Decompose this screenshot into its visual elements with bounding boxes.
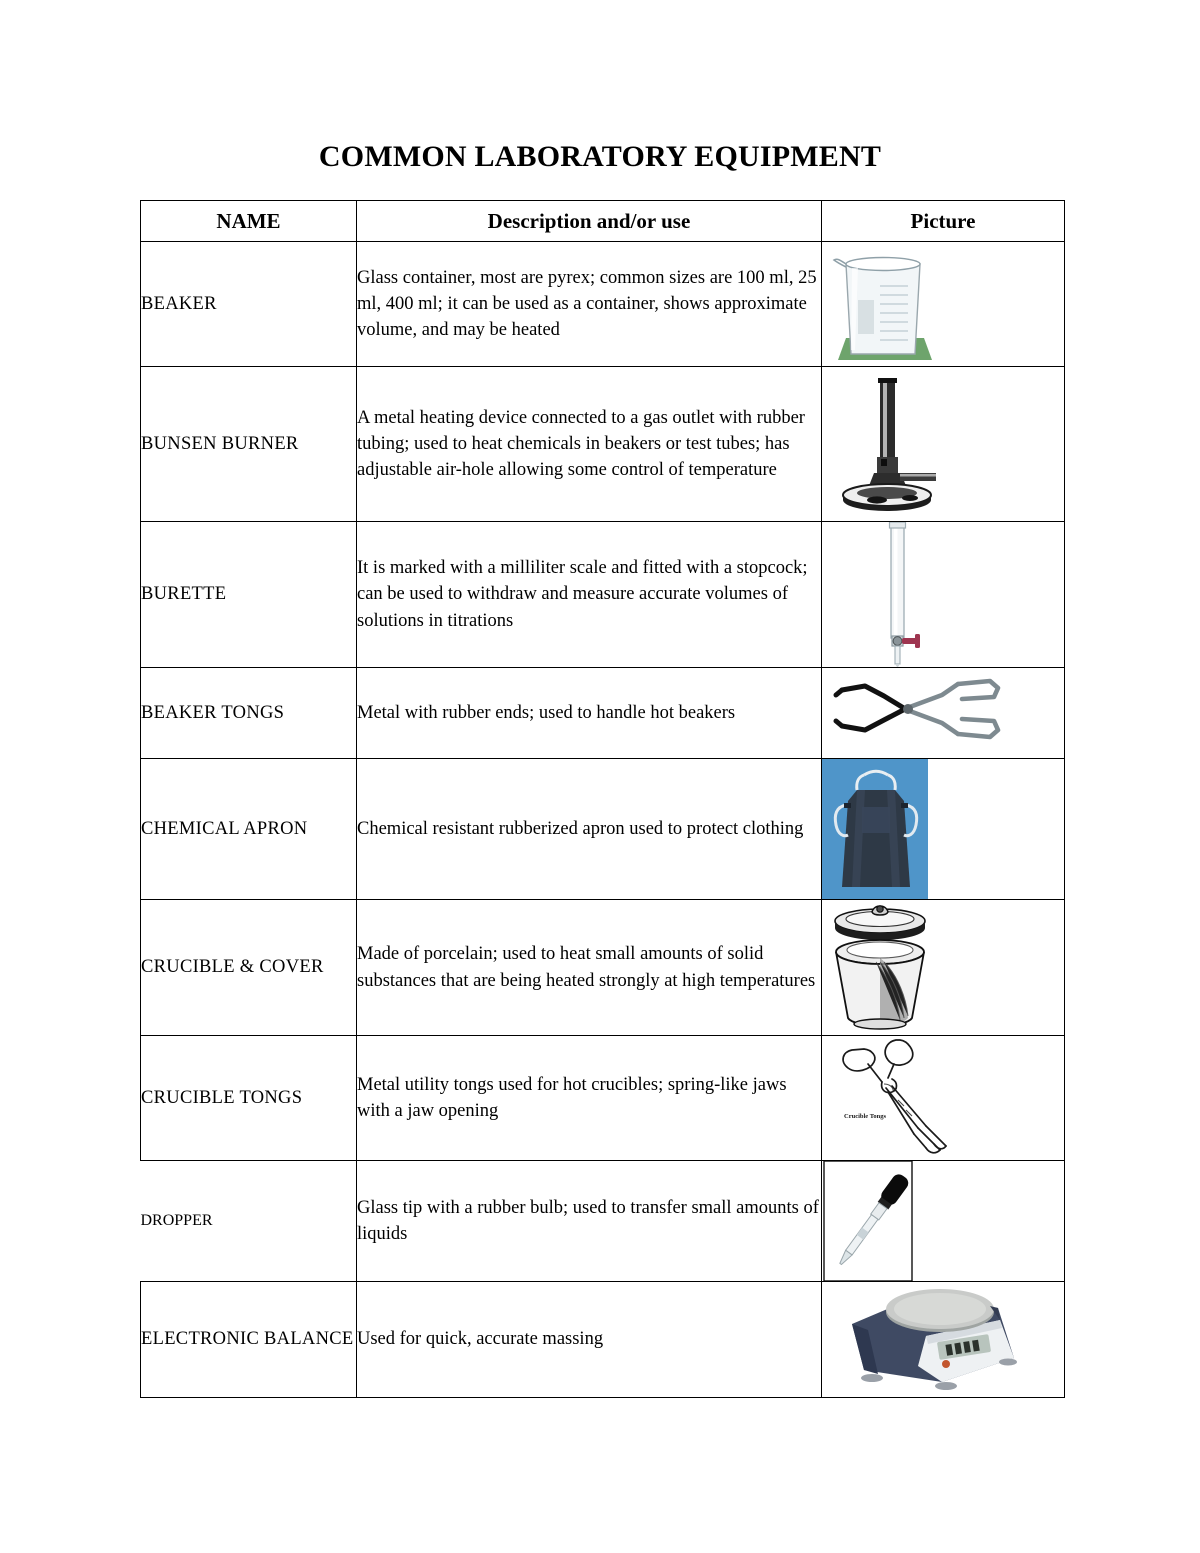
crucible-and-cover-illustration [822, 900, 1064, 1035]
equipment-description: Used for quick, accurate massing [357, 1282, 822, 1398]
beaker-tongs-photo [822, 668, 1064, 758]
table-row [141, 522, 1065, 668]
equipment-name: BEAKER TONGS [141, 668, 357, 759]
equipment-name: CHEMICAL APRON [141, 759, 357, 900]
equipment-picture-cell [822, 367, 1065, 522]
electronic-balance-photo [822, 1282, 1064, 1397]
equipment-description: Glass container, most are pyrex; common sizes are 100 ml, 25 ml, 400 ml; it can be used as a container, shows approximate volume, and may be heated [357, 242, 822, 367]
equipment-name: ELECTRONIC BALANCE [141, 1282, 357, 1398]
table-row [141, 759, 1065, 900]
table-header-row [141, 201, 1065, 242]
page-title: COMMON LABORATORY EQUIPMENT [318, 140, 882, 173]
table-row [141, 367, 1065, 522]
column-header-picture: Picture [822, 201, 1065, 242]
equipment-picture-cell [822, 522, 1065, 668]
table-row [141, 1282, 1065, 1398]
equipment-name: CRUCIBLE & COVER [141, 900, 357, 1036]
equipment-name: BURETTE [141, 522, 357, 668]
equipment-name: CRUCIBLE TONGS [141, 1036, 357, 1161]
table-row [141, 668, 1065, 759]
column-header-description: Description and/or use [357, 201, 822, 242]
laboratory-equipment-table [140, 200, 1065, 1398]
equipment-description: Made of porcelain; used to heat small amounts of solid substances that are being heated strongly at high temperatures [357, 900, 822, 1036]
beaker-photo [822, 242, 1064, 366]
equipment-picture-cell [822, 1161, 1065, 1282]
equipment-description: Chemical resistant rubberized apron used to protect clothing [357, 759, 822, 900]
equipment-description: Metal with rubber ends; used to handle hot beakers [357, 668, 822, 759]
column-header-name: NAME [141, 201, 357, 242]
equipment-description: Glass tip with a rubber bulb; used to transfer small amounts of liquids [357, 1161, 822, 1282]
equipment-name: BUNSEN BURNER [141, 367, 357, 522]
table-row [141, 242, 1065, 367]
table-row [141, 1036, 1065, 1161]
bunsen-burner-photo [822, 367, 1064, 521]
equipment-picture-cell [822, 668, 1065, 759]
equipment-picture-cell [822, 242, 1065, 367]
dropper-name-wrapper [141, 1161, 357, 1282]
equipment-picture-cell [822, 1282, 1065, 1398]
equipment-description: It is marked with a milliliter scale and fitted with a stopcock; can be used to withdraw and measure accurate volumes of solutions in titrations [357, 522, 822, 668]
equipment-picture-cell [822, 900, 1065, 1036]
equipment-picture-cell [822, 759, 1065, 900]
equipment-picture-cell [822, 1036, 1065, 1161]
table-row [141, 1161, 1065, 1282]
dropper-photo [822, 1161, 1064, 1281]
equipment-description: A metal heating device connected to a gas outlet with rubber tubing; used to heat chemicals in beakers or test tubes; has adjustable air-hole allowing some control of temperature [357, 367, 822, 522]
crucible-tongs-caption: Crucible Tongs [844, 1113, 887, 1120]
burette-photo [822, 522, 1064, 667]
equipment-name: BEAKER [141, 242, 357, 367]
table-row [141, 900, 1065, 1036]
chemical-apron-photo [822, 759, 1064, 899]
crucible-tongs-illustration [822, 1036, 1064, 1160]
equipment-name: DROPPER [140, 1212, 213, 1229]
equipment-description: Metal utility tongs used for hot crucibles; spring-like jaws with a jaw opening [357, 1036, 822, 1161]
